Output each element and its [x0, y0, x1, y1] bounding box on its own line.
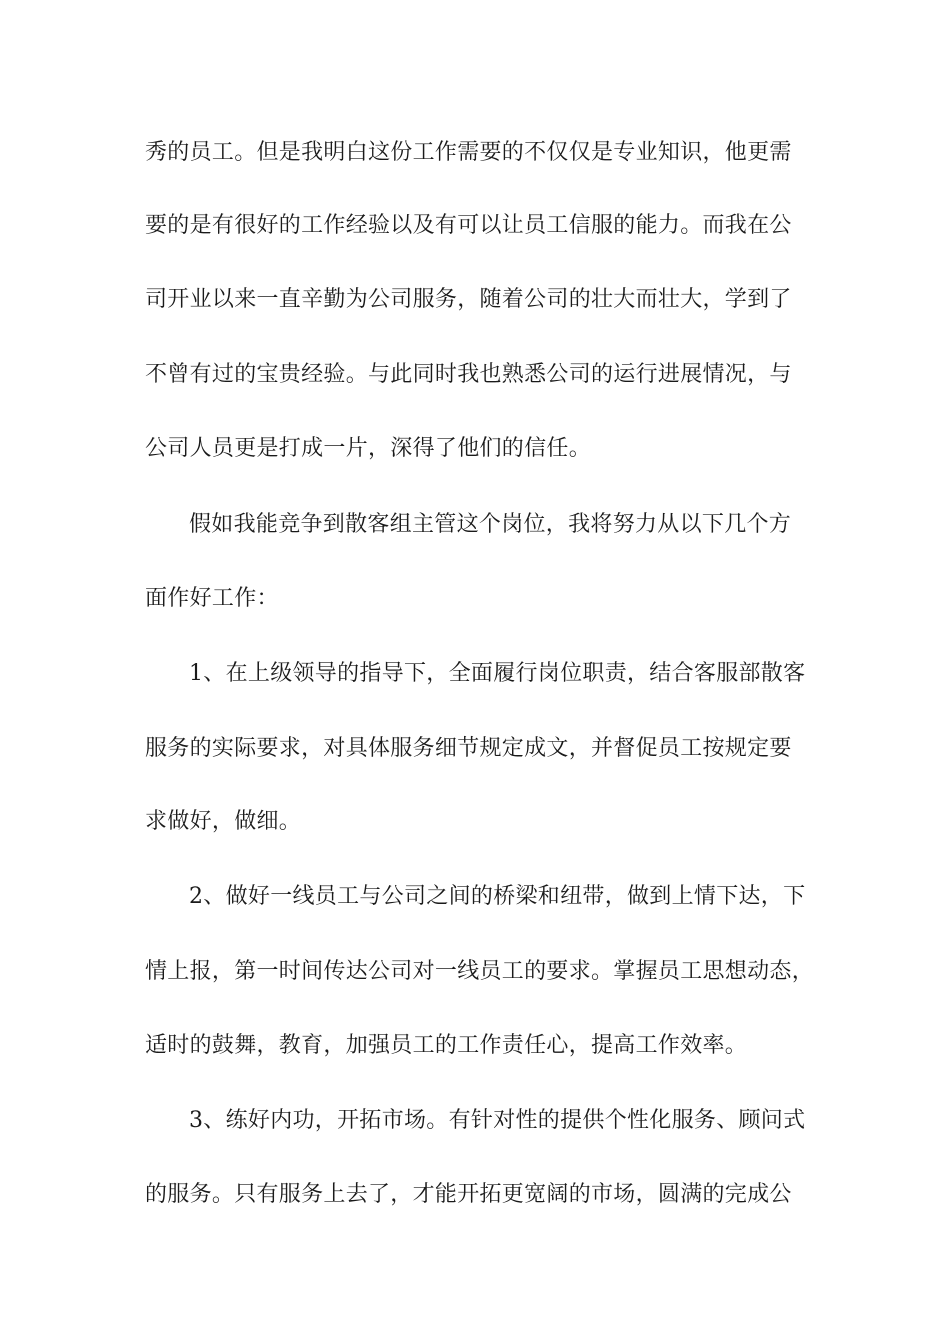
text-line: 的服务。只有服务上去了，才能开拓更宽阔的市场，圆满的完成公: [145, 1182, 792, 1207]
paragraph-first-line: 假如我能竞争到散客组主管这个岗位，我将努力从以下几个方: [189, 512, 792, 537]
list-item-2-first-line: 2、做好一线员工与公司之间的桥梁和纽带，做到上情下达，下: [189, 884, 806, 909]
text-line: 司开业以来一直辛勤为公司服务，随着公司的壮大而壮大，学到了: [145, 287, 792, 312]
text-line: 情上报，第一时间传达公司对一线员工的要求。掌握员工思想动态，: [145, 959, 815, 984]
list-item-3-first-line: 3、练好内功，开拓市场。有针对性的提供个性化服务、顾问式: [189, 1108, 806, 1133]
text-line: 求做好，做细。: [145, 809, 302, 834]
list-item-1-first-line: 1、在上级领导的指导下，全面履行岗位职责，结合客服部散客: [189, 661, 806, 686]
text-line: 公司人员更是打成一片，深得了他们的信任。: [145, 436, 592, 461]
text-line: 服务的实际要求，对具体服务细节规定成文，并督促员工按规定要: [145, 736, 792, 761]
text-line: 不曾有过的宝贵经验。与此同时我也熟悉公司的运行进展情况，与: [145, 362, 792, 387]
text-line: 适时的鼓舞，教育，加强员工的工作责任心，提高工作效率。: [145, 1033, 748, 1058]
text-line: 面作好工作：: [145, 586, 279, 611]
text-line: 秀的员工。但是我明白这份工作需要的不仅仅是专业知识，他更需: [145, 140, 792, 165]
text-line: 要的是有很好的工作经验以及有可以让员工信服的能力。而我在公: [145, 213, 792, 238]
